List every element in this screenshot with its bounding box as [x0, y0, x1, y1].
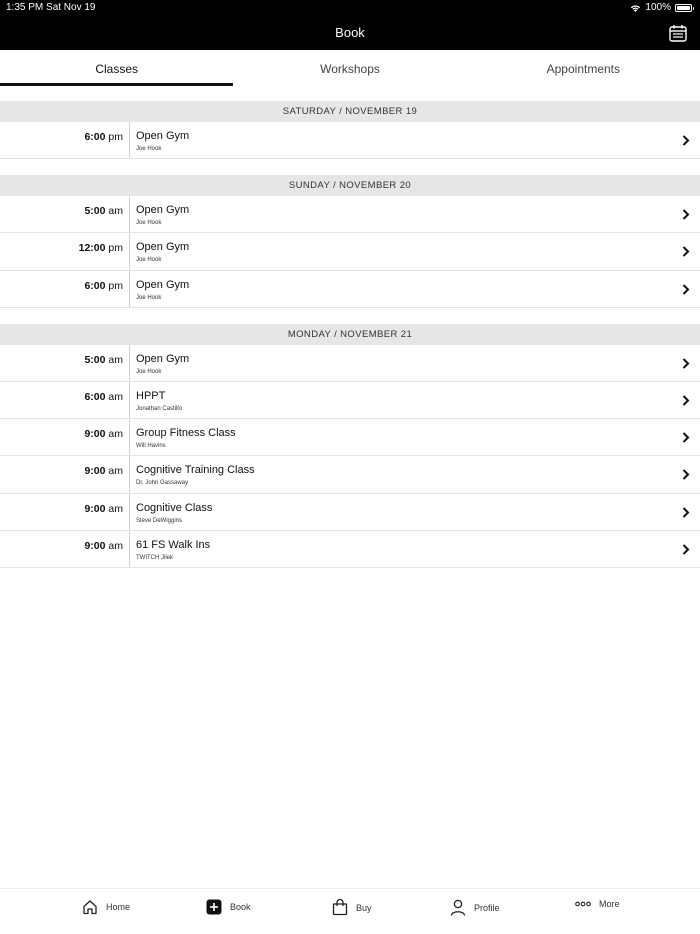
instructor-name: Jonathan Castillo	[136, 405, 183, 412]
section-header: MONDAY / NOVEMBER 21	[0, 324, 700, 345]
plus-square-icon	[206, 899, 222, 915]
class-name: Cognitive Training Class	[136, 464, 255, 477]
class-time: 6:00	[84, 279, 106, 292]
tabbar-book[interactable]	[206, 899, 251, 915]
tabbar-label: Profile	[474, 902, 500, 913]
chevron-right-icon	[682, 507, 690, 518]
status-bar	[0, 0, 700, 16]
bottom-tab-bar	[0, 888, 700, 934]
tabbar-label: More	[599, 899, 620, 909]
home-icon	[82, 899, 98, 915]
class-period: am	[108, 428, 123, 441]
class-name: Cognitive Class	[136, 501, 213, 514]
tabbar-label: Book	[230, 902, 251, 912]
class-name: 61 FS Walk Ins	[136, 538, 211, 551]
class-period: am	[108, 465, 123, 478]
section-header: SATURDAY / NOVEMBER 19	[0, 101, 700, 122]
class-name: Open Gym	[136, 278, 190, 291]
tabbar-label: Buy	[356, 902, 372, 913]
class-time: 5:00	[84, 353, 106, 366]
chevron-right-icon	[682, 246, 690, 257]
class-name: Open Gym	[136, 352, 190, 365]
tabbar-home[interactable]	[82, 899, 130, 915]
nav-bar	[0, 16, 700, 50]
chevron-right-icon	[682, 395, 690, 406]
class-row[interactable]	[0, 531, 700, 568]
tabbar-profile[interactable]	[450, 899, 500, 916]
class-row[interactable]	[0, 494, 700, 531]
instructor-name: Joe Hook	[136, 146, 162, 152]
tabbar-label: Home	[106, 902, 131, 912]
class-time: 9:00	[84, 502, 106, 515]
class-period: am	[108, 502, 123, 515]
chevron-right-icon	[682, 544, 690, 555]
class-time: 6:00	[84, 390, 106, 403]
instructor-name: Will Havins	[136, 443, 166, 450]
battery-icon	[675, 4, 692, 12]
class-period: am	[108, 353, 123, 366]
class-row[interactable]	[0, 419, 700, 456]
chevron-right-icon	[682, 469, 690, 480]
class-time: 9:00	[84, 465, 106, 478]
tab-classes[interactable]: Classes	[0, 50, 233, 86]
more-dots-icon	[575, 901, 591, 907]
class-name: HPPT	[136, 389, 166, 402]
wifi-icon	[630, 4, 641, 12]
class-name: Open Gym	[136, 130, 190, 142]
segment-tabs	[0, 50, 700, 86]
class-name: Group Fitness Class	[136, 427, 236, 440]
instructor-name: Steve DeWiggins	[136, 517, 183, 524]
class-row[interactable]	[0, 271, 700, 308]
class-time: 9:00	[84, 539, 106, 552]
chevron-right-icon	[682, 432, 690, 443]
chevron-right-icon	[682, 209, 690, 220]
class-time: 5:00	[84, 205, 106, 218]
class-name: Open Gym	[136, 204, 190, 217]
tabbar-buy[interactable]	[332, 899, 372, 916]
instructor-name: Joe Hook	[136, 294, 162, 301]
instructor-name: Joe Hook	[136, 368, 162, 375]
class-row[interactable]	[0, 382, 700, 419]
person-icon	[450, 899, 466, 916]
class-period: am	[108, 205, 123, 218]
status-time: 1:35 PM Sat Nov 19	[6, 2, 96, 13]
class-row[interactable]	[0, 456, 700, 493]
instructor-name: Joe Hook	[136, 220, 162, 227]
class-time: 9:00	[84, 428, 106, 441]
tab-appointments[interactable]: Appointments	[546, 62, 621, 76]
tab-workshops[interactable]: Workshops	[320, 62, 380, 76]
instructor-name: TWITCH Jilek	[136, 554, 173, 561]
class-period: pm	[108, 279, 123, 292]
class-period: am	[108, 539, 123, 552]
instructor-name: Dr. John Gassaway	[136, 480, 189, 487]
chevron-right-icon	[682, 358, 690, 369]
class-time: 12:00	[78, 242, 106, 255]
class-row[interactable]	[0, 233, 700, 270]
class-time: 6:00	[84, 131, 106, 143]
shopping-bag-icon	[332, 899, 348, 916]
class-row[interactable]	[0, 122, 700, 159]
battery-percent: 100%	[645, 2, 671, 13]
schedule-list	[0, 101, 700, 568]
class-period: am	[108, 390, 123, 403]
instructor-name: Joe Hook	[136, 257, 162, 264]
class-period: pm	[108, 242, 123, 255]
class-name: Open Gym	[136, 241, 190, 254]
chevron-right-icon	[682, 284, 690, 295]
calendar-icon[interactable]	[669, 24, 687, 42]
tabbar-more[interactable]	[575, 899, 620, 909]
page-title: Book	[335, 25, 365, 40]
section-header: SUNDAY / NOVEMBER 20	[0, 175, 700, 196]
class-row[interactable]	[0, 345, 700, 382]
chevron-right-icon	[682, 135, 690, 146]
class-row[interactable]	[0, 196, 700, 233]
class-period: pm	[108, 131, 123, 143]
